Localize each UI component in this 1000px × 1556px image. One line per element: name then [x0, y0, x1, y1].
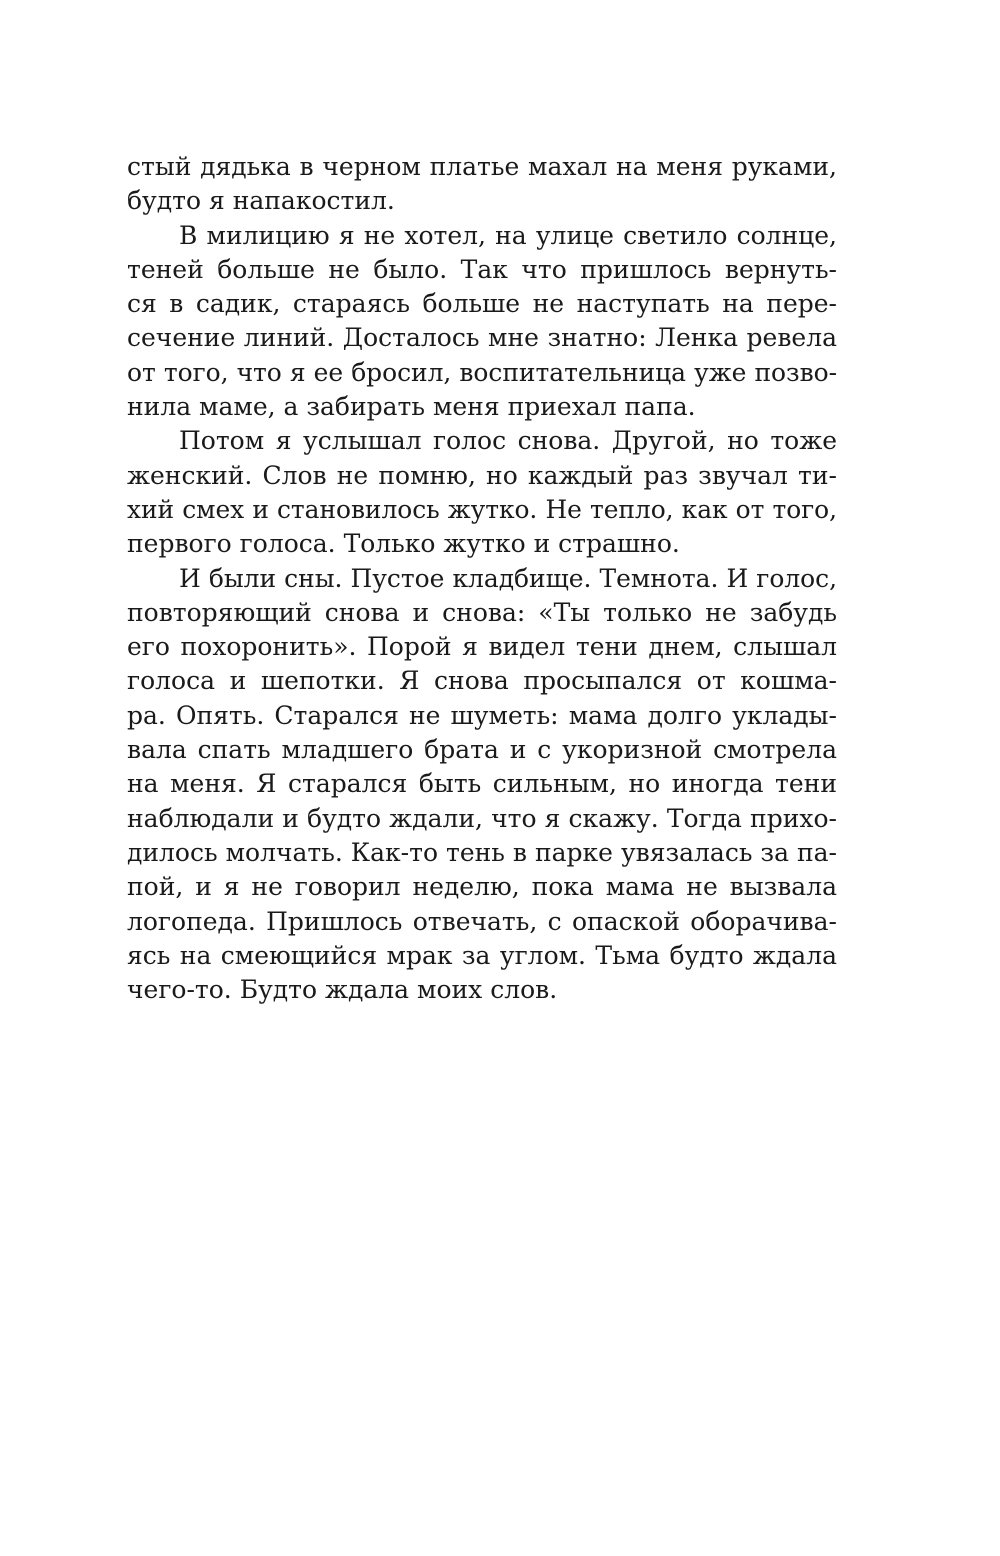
text-line: ра. Опять. Старался не шуметь: мама долго уклады- [127, 700, 837, 730]
paragraph [127, 150, 837, 219]
body-text [127, 150, 837, 1007]
text-line: вала спать младшего брата и с укоризной смотрела [127, 735, 837, 765]
text-line: будто я напакостил. [127, 186, 395, 216]
text-line: хий смех и становилось жутко. Не тепло, как от того, [127, 494, 837, 524]
text-line: ясь на смеющийся мрак за углом. Тьма будто ждала [127, 940, 837, 970]
text-line: его похоронить». Порой я видел тени днем, слышал [127, 632, 837, 662]
text-line: стый дядька в черном платье махал на меня руками, [127, 152, 837, 181]
paragraph [127, 424, 837, 561]
text-line: на меня. Я старался быть сильным, но иногда тени [127, 769, 837, 799]
text-line: Потом я услышал голос снова. Другой, но тоже [179, 426, 837, 456]
text-line: логопеда. Пришлось отвечать, с опаской оборачива- [127, 906, 837, 936]
text-line: наблюдали и будто ждали, что я скажу. Тогда прихо- [127, 803, 837, 833]
text-line: теней больше не было. Так что пришлось вернуть- [127, 254, 837, 284]
paragraph [127, 219, 837, 425]
text-line: нила маме, а забирать меня приехал папа. [127, 392, 696, 422]
text-line: сечение линий. Досталось мне знатно: Ленка ревела [127, 323, 837, 353]
paragraph [127, 562, 837, 1008]
text-line: чего-то. Будто ждала моих слов. [127, 975, 558, 1005]
text-line: от того, что я ее бросил, воспитательница уже позво- [127, 357, 837, 387]
text-line: пой, и я не говорил неделю, пока мама не вызвала [127, 872, 837, 902]
text-line: повторяющий снова и снова: «Ты только не забудь [127, 597, 837, 627]
text-line: первого голоса. Только жутко и страшно. [127, 529, 680, 559]
text-line: И были сны. Пустое кладбище. Темнота. И голос, [179, 563, 837, 593]
text-line: ся в садик, стараясь больше не наступать на пере- [127, 289, 837, 319]
text-line: В милицию я не хотел, на улице светило солнце, [179, 220, 837, 250]
text-line: голоса и шепотки. Я снова просыпался от кошма- [127, 666, 837, 696]
text-line: женский. Слов не помню, но каждый раз звучал ти- [127, 460, 837, 490]
text-line: дилось молчать. Как-то тень в парке увязалась за па- [127, 837, 837, 867]
